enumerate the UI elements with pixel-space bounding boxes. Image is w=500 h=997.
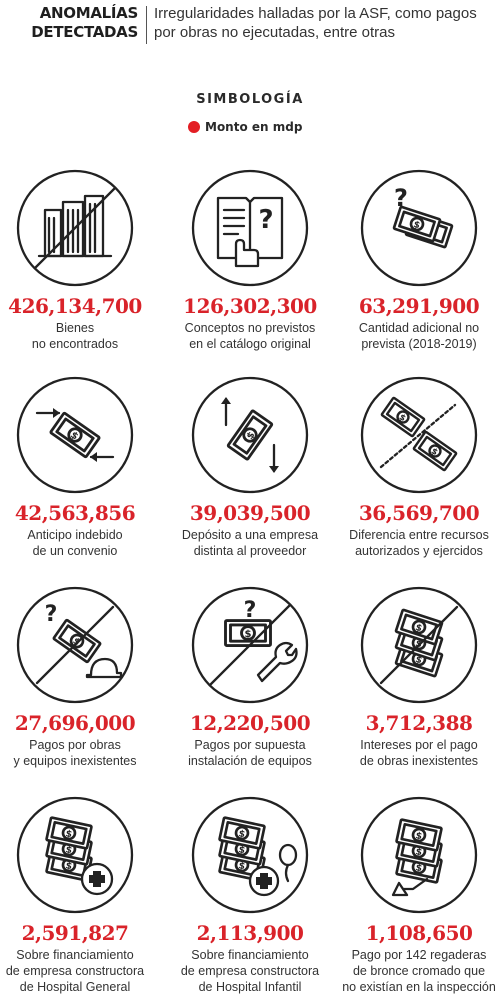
caption bbox=[167, 737, 333, 769]
caption-line: Bienes bbox=[55, 321, 95, 335]
caption-line: en el catálogo original bbox=[189, 337, 311, 351]
header-title-line1: ANOMALÍAS bbox=[39, 4, 138, 22]
legend-label: Monto en mdp bbox=[205, 120, 303, 134]
svg-text:?: ? bbox=[243, 598, 257, 623]
legend-title: SIMBOLOGÍA bbox=[196, 92, 304, 107]
header-title bbox=[14, 4, 138, 42]
caption-line: Anticipo indebido bbox=[27, 528, 123, 542]
caption-line: Pagos por supuesta bbox=[194, 738, 306, 752]
caption-line: de empresa constructora bbox=[5, 964, 145, 978]
anomaly-card bbox=[167, 373, 333, 559]
caption-line: instalación de equipos bbox=[188, 754, 312, 768]
anomaly-card bbox=[336, 793, 500, 995]
svg-text:?: ? bbox=[44, 602, 58, 627]
money-split-icon bbox=[357, 373, 481, 497]
anomaly-card bbox=[0, 793, 158, 995]
amount: 12,220,500 bbox=[189, 711, 311, 735]
header-description: Irregularidades halladas por la ASF, como pagos por obras no ejecutadas, entre otras bbox=[154, 5, 477, 41]
money-helmet-crossed-icon bbox=[13, 583, 137, 707]
money-wrench-crossed-icon bbox=[188, 583, 312, 707]
caption bbox=[167, 527, 333, 559]
amount: 426,134,700 bbox=[8, 294, 142, 318]
anomaly-card bbox=[167, 166, 333, 352]
amount: 2,113,900 bbox=[196, 921, 304, 945]
caption-line: Sobre financiamiento bbox=[191, 948, 309, 962]
anomaly-card bbox=[336, 166, 500, 352]
svg-text:?: ? bbox=[258, 205, 274, 235]
money-question-icon bbox=[357, 166, 481, 290]
header-divider bbox=[146, 6, 147, 44]
money-cross-balloon-icon bbox=[188, 793, 312, 917]
anomaly-card bbox=[336, 373, 500, 559]
caption bbox=[167, 320, 333, 352]
caption-line: Diferencia entre recursos bbox=[349, 528, 489, 542]
caption-line: Pagos por obras bbox=[29, 738, 121, 752]
anomaly-card bbox=[336, 583, 500, 769]
money-stack-crossed-icon bbox=[357, 583, 481, 707]
caption bbox=[0, 947, 158, 995]
caption bbox=[0, 737, 158, 769]
caption-line: de empresa constructora bbox=[180, 964, 320, 978]
caption-line: no existían en la inspección bbox=[342, 980, 496, 994]
caption bbox=[336, 527, 500, 559]
money-arrows-horizontal-icon bbox=[13, 373, 137, 497]
caption-line: distinta al proveedor bbox=[193, 544, 307, 558]
legend-item bbox=[188, 119, 302, 135]
caption-line: Sobre financiamiento bbox=[16, 948, 134, 962]
caption-line: de obras inexistentes bbox=[359, 754, 479, 768]
document-question-icon bbox=[188, 166, 312, 290]
caption-line: Cantidad adicional no bbox=[358, 321, 480, 335]
caption-line: prevista (2018-2019) bbox=[361, 337, 477, 351]
caption-line: de un convenio bbox=[32, 544, 118, 558]
caption-line: Pago por 142 regaderas bbox=[351, 948, 487, 962]
caption-line: y equipos inexistentes bbox=[13, 754, 137, 768]
amount: 3,712,388 bbox=[365, 711, 473, 735]
anomaly-card bbox=[167, 583, 333, 769]
caption-line: de Hospital Infantil bbox=[198, 980, 302, 994]
caption-line: Conceptos no previstos bbox=[184, 321, 316, 335]
amount: 2,591,827 bbox=[21, 921, 129, 945]
amount: 42,563,856 bbox=[14, 501, 136, 525]
caption-line: no encontrados bbox=[31, 337, 119, 351]
caption bbox=[336, 320, 500, 352]
caption-line: de bronce cromado que bbox=[352, 964, 486, 978]
anomaly-card bbox=[0, 166, 158, 352]
red-dot-icon bbox=[188, 121, 200, 133]
header-title-line2: DETECTADAS bbox=[31, 23, 138, 41]
amount: 126,302,300 bbox=[183, 294, 317, 318]
anomaly-card bbox=[167, 793, 333, 995]
money-cross-badge-icon bbox=[13, 793, 137, 917]
caption bbox=[336, 947, 500, 995]
amount: 63,291,900 bbox=[358, 294, 480, 318]
amount: 27,696,000 bbox=[14, 711, 136, 735]
anomaly-card bbox=[0, 373, 158, 559]
header bbox=[0, 0, 500, 52]
anomaly-card bbox=[0, 583, 158, 769]
caption bbox=[167, 947, 333, 995]
caption-line: de Hospital General bbox=[19, 980, 131, 994]
amount: 1,108,650 bbox=[365, 921, 473, 945]
caption-line: autorizados y ejercidos bbox=[355, 544, 483, 558]
caption-line: Intereses por el pago bbox=[360, 738, 478, 752]
money-shower-icon bbox=[357, 793, 481, 917]
caption bbox=[0, 527, 158, 559]
caption bbox=[336, 737, 500, 769]
money-arrows-vertical-icon bbox=[188, 373, 312, 497]
svg-text:?: ? bbox=[394, 184, 408, 212]
amount: 39,039,500 bbox=[189, 501, 311, 525]
amount: 36,569,700 bbox=[358, 501, 480, 525]
caption-line: Depósito a una empresa bbox=[181, 528, 319, 542]
buildings-crossed-icon bbox=[13, 166, 137, 290]
caption bbox=[0, 320, 158, 352]
